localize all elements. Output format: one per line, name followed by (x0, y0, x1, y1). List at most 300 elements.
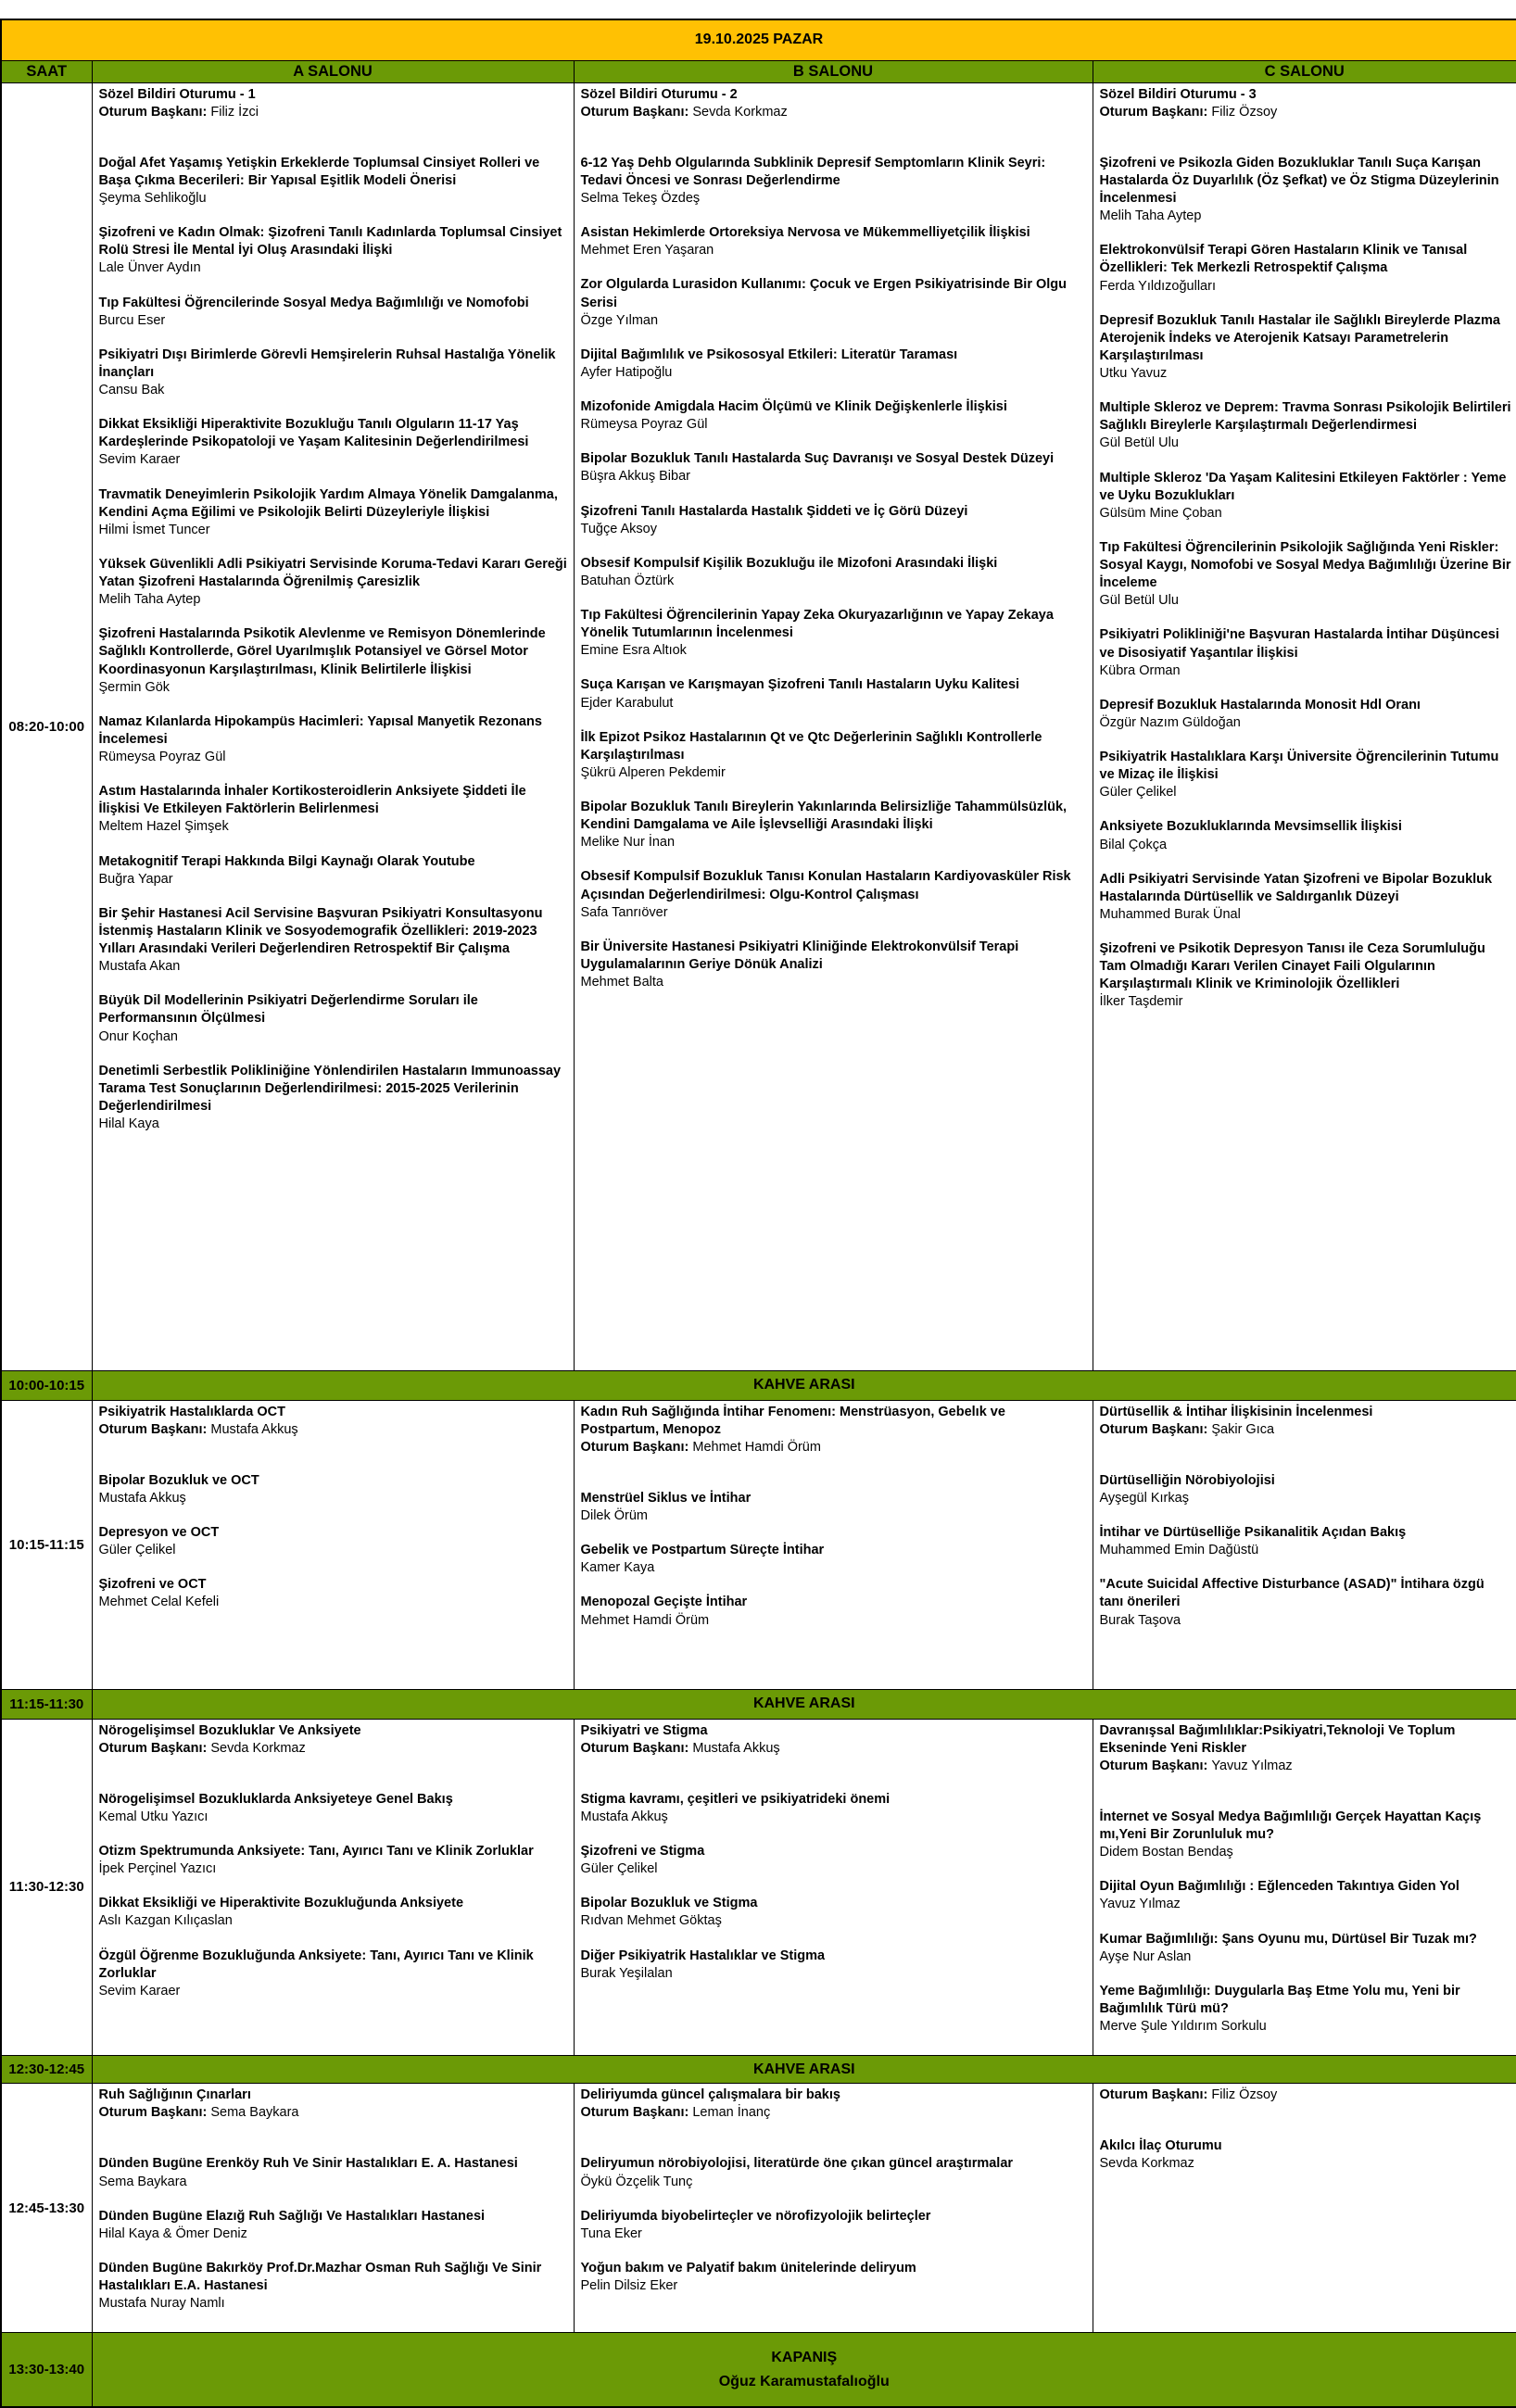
talk-speaker: Didem Bostan Bendaş (1100, 1844, 1512, 1861)
talk-title: Tıp Fakültesi Öğrencilerinin Psikolojik Sağlığında Yeni Riskler: Sosyal Kaygı, Nomofobi ve Sosyal Medya Bağımlılığı Üzerine Bir İnceleme (1100, 539, 1512, 592)
talk-item (1100, 2137, 1512, 2173)
talk-item (99, 905, 569, 977)
talk-item (99, 1063, 569, 1134)
talk-title: Şizofreni Tanılı Hastalarda Hastalık Şiddeti ve İç Görü Düzeyi (581, 503, 1088, 521)
talk-title: Bipolar Bozukluk ve OCT (99, 1472, 569, 1490)
talk-title: Diğer Psikiyatrik Hastalıklar ve Stigma (581, 1948, 1088, 1965)
talk-speaker: Batuhan Öztürk (581, 573, 1088, 590)
conference-schedule-table (0, 19, 1516, 2408)
talk-title: Dünden Bugüne Bakırköy Prof.Dr.Mazhar Osman Ruh Sağlığı Ve Sinir Hastalıkları E.A. Hastanesi (99, 2260, 569, 2295)
time-cell: 13:30-13:40 (1, 2333, 92, 2407)
session-row (1, 1719, 1516, 2056)
talk-speaker: Ferda Yıldızoğulları (1100, 278, 1512, 296)
talk-item (1100, 539, 1512, 611)
talk-item (581, 939, 1088, 991)
talk-speaker: Melih Taha Aytep (99, 591, 569, 609)
talk-speaker: Güler Çelikel (581, 1860, 1088, 1878)
talk-title: Bir Üniversite Hastanesi Psikiyatri Kliniğinde Elektrokonvülsif Terapi Uygulamalarının Geriye Dönük Analizi (581, 939, 1088, 974)
talk-item (581, 450, 1088, 485)
talk-item (581, 555, 1088, 590)
talk-item (99, 224, 569, 277)
talk-speaker: Tuğçe Aksoy (581, 521, 1088, 538)
talk-item (581, 799, 1088, 851)
talk-speaker: Tuna Eker (581, 2225, 1088, 2243)
talk-speaker: Ayfer Hatipoğlu (581, 364, 1088, 382)
session-head (99, 1722, 569, 1758)
talk-speaker: Mehmet Hamdi Örüm (581, 1612, 1088, 1630)
talk-title: Stigma kavramı, çeşitleri ve psikiyatrideki önemi (581, 1791, 1088, 1809)
talk-item (1100, 818, 1512, 853)
talk-speaker: Mehmet Celal Kefeli (99, 1594, 569, 1611)
talk-title: 6-12 Yaş Dehb Olgularında Subklinik Depresif Semptomların Klinik Seyri: Tedavi Öncesi ve Sonrası Değerlendirme (581, 155, 1088, 190)
talk-speaker: Buğra Yapar (99, 871, 569, 889)
talk-title: Dikkat Eksikliği Hiperaktivite Bozukluğu Tanılı Olguların 11-17 Yaş Kardeşlerinde Psikopatoloji ve Yaşam Kalitesinin Değerlendirilmesi (99, 416, 569, 451)
chair-name: Mustafa Akkuş (210, 1422, 297, 1437)
coffee-break-row (1, 1370, 1516, 1400)
session-cell-salon-a (92, 1400, 574, 1689)
chair-name: Sevda Korkmaz (210, 1741, 305, 1756)
talk-title: Menstrüel Siklus ve İntihar (581, 1490, 1088, 1507)
session-row (1, 82, 1516, 1370)
talk-title: Dürtüselliğin Nörobiyolojisi (1100, 1472, 1512, 1490)
session-row (1, 2084, 1516, 2333)
talk-title: Metakognitif Terapi Hakkında Bilgi Kaynağı Olarak Youtube (99, 853, 569, 871)
chair-name: Yavuz Yılmaz (1211, 1759, 1292, 1773)
chair-label: Oturum Başkanı: (99, 1422, 211, 1437)
session-title: Sözel Bildiri Oturumu - 3 (1100, 86, 1512, 104)
talk-title: Suça Karışan ve Karışmayan Şizofreni Tanılı Hastaların Uyku Kalitesi (581, 676, 1088, 694)
coffee-break-row (1, 2056, 1516, 2084)
talk-item (1100, 1983, 1512, 2036)
coffee-break-cell (92, 1370, 1516, 1400)
talk-speaker: Cansu Bak (99, 382, 569, 399)
talk-speaker: Rümeysa Poyraz Gül (581, 416, 1088, 434)
talk-title: Tıp Fakültesi Öğrencilerinin Yapay Zeka Okuryazarlığının ve Yapay Zekaya Yönelik Tutumlarının İncelenmesi (581, 607, 1088, 642)
session-chair (99, 1740, 569, 1758)
talk-title: Yüksek Güvenlikli Adli Psikiyatri Servisinde Koruma-Tedavi Kararı Gereği Yatan Şizofreni Hastalarında Öğrenilmiş Çaresizlik (99, 556, 569, 591)
talk-title: Gebelik ve Postpartum Süreçte İntihar (581, 1542, 1088, 1559)
talk-item (1100, 1809, 1512, 1861)
talk-speaker: Ayşe Nur Aslan (1100, 1948, 1512, 1966)
talk-speaker: Burak Yeşilalan (581, 1965, 1088, 1983)
talk-speaker: Özge Yılman (581, 312, 1088, 330)
coffee-break-label: KAHVE ARASI (93, 1377, 1516, 1393)
talk-item (1100, 1472, 1512, 1507)
salon-c-header: C SALONU (1093, 60, 1516, 82)
session-cell-salon-a (92, 1719, 574, 2056)
talk-item (581, 398, 1088, 434)
talk-title: Dikkat Eksikliği ve Hiperaktivite Bozukluğunda Anksiyete (99, 1895, 569, 1912)
talk-speaker: Muhammed Emin Dağüstü (1100, 1542, 1512, 1559)
talk-title: Psikiyatri Dışı Birimlerde Görevli Hemşirelerin Ruhsal Hastalığa Yönelik İnançları (99, 347, 569, 382)
talk-title: Nörogelişimsel Bozukluklarda Anksiyeteye Genel Bakış (99, 1791, 569, 1809)
closing-cell (92, 2333, 1516, 2407)
talk-item (1100, 312, 1512, 384)
talk-title: Şizofreni Hastalarında Psikotik Alevlenme ve Remisyon Dönemlerinde Sağlıklı Kontrollerde, Görel Uyarılmışlık Potansiyel ve Görsel Motor Koordinasyonun Karşılaştırılması, Klinik Belirtilerle İlişkisi (99, 625, 569, 678)
session-cell-salon-c (1093, 2084, 1516, 2333)
talk-title: Namaz Kılanlarda Hipokampüs Hacimleri: Yapısal Manyetik Rezonans İncelemesi (99, 713, 569, 749)
talk-title: Asistan Hekimlerde Ortoreksiya Nervosa ve Mükemmelliyetçilik İlişkisi (581, 224, 1088, 242)
talk-speaker: Bilal Çokça (1100, 837, 1512, 854)
talk-title: Bipolar Bozukluk Tanılı Hastalarda Suç Davranışı ve Sosyal Destek Düzeyi (581, 450, 1088, 468)
talk-item (1100, 1524, 1512, 1559)
talk-speaker: Kübra Orman (1100, 662, 1512, 680)
talk-speaker: Ayşegül Kırkaş (1100, 1490, 1512, 1507)
talk-title: Doğal Afet Yaşamış Yetişkin Erkeklerde Toplumsal Cinsiyet Rolleri ve Başa Çıkma Becerileri: Bir Yapısal Eşitlik Modeli Önerisi (99, 155, 569, 190)
talk-speaker: Kemal Utku Yazıcı (99, 1809, 569, 1826)
talk-speaker: Selma Tekeş Özdeş (581, 190, 1088, 208)
session-chair (1100, 2087, 1512, 2104)
talk-item (99, 1576, 569, 1611)
talk-item (99, 992, 569, 1045)
talk-speaker: Lale Ünver Aydın (99, 259, 569, 277)
talk-item (581, 1791, 1088, 1826)
talk-speaker: Sevim Karaer (99, 1983, 569, 2000)
talk-item (581, 1542, 1088, 1577)
talk-item (99, 1895, 569, 1930)
talk-speaker: Özgür Nazım Güldoğan (1100, 714, 1512, 732)
closing-label: KAPANIŞ (93, 2350, 1516, 2366)
talk-title: İlk Epizot Psikoz Hastalarının Qt ve Qtc Değerlerinin Sağlıklı Kontrollerle Karşılaştırılması (581, 729, 1088, 764)
talk-item (1100, 242, 1512, 295)
talk-title: Şizofreni ve Stigma (581, 1843, 1088, 1860)
talk-title: Psikiyatrik Hastalıklara Karşı Üniversite Öğrencilerinin Tutumu ve Mizaç ile İlişkisi (1100, 749, 1512, 784)
talk-item (581, 1843, 1088, 1878)
coffee-break-cell (92, 1689, 1516, 1719)
talk-speaker: Melih Taha Aytep (1100, 208, 1512, 225)
talk-item (581, 2260, 1088, 2295)
time-cell: 12:45-13:30 (1, 2084, 92, 2333)
talk-speaker: Yavuz Yılmaz (1100, 1896, 1512, 1913)
talk-title: Büyük Dil Modellerinin Psikiyatri Değerlendirme Soruları ile Performansının Ölçülmesi (99, 992, 569, 1027)
talk-title: Zor Olgularda Lurasidon Kullanımı: Çocuk ve Ergen Psikiyatrisinde Bir Olgu Serisi (581, 276, 1088, 311)
talk-title: Depresyon ve OCT (99, 1524, 569, 1542)
talk-title: Adli Psikiyatri Servisinde Yatan Şizofreni ve Bipolar Bozukluk Hastalarında Dürtüsellik ve Saldırganlık Düzeyi (1100, 871, 1512, 906)
talk-item (1100, 697, 1512, 732)
session-head (581, 2087, 1088, 2122)
talk-title: Obsesif Kompulsif Bozukluk Tanısı Konulan Hastaların Kardiyovasküler Risk Açısından Değerlendirilmesi: Olgu-Kontrol Çalışması (581, 868, 1088, 903)
session-cell-salon-a (92, 2084, 574, 2333)
session-head (581, 1404, 1088, 1456)
session-head (1100, 1722, 1512, 1775)
closing-person: Oğuz Karamustafalıoğlu (93, 2374, 1516, 2390)
talk-item (581, 729, 1088, 782)
talk-title: Multiple Skleroz 'Da Yaşam Kalitesini Etkileyen Faktörler : Yeme ve Uyku Bozuklukları (1100, 470, 1512, 505)
chair-label: Oturum Başkanı: (1100, 2087, 1212, 2102)
talk-item (99, 853, 569, 889)
chair-name: Filiz Özsoy (1211, 2087, 1277, 2102)
talk-item (99, 713, 569, 766)
talk-speaker: Kamer Kaya (581, 1559, 1088, 1577)
session-head (99, 2087, 569, 2122)
session-title: Ruh Sağlığının Çınarları (99, 2087, 569, 2104)
talk-item (581, 503, 1088, 538)
talk-speaker: Safa Tanrıöver (581, 904, 1088, 922)
chair-name: Sevda Korkmaz (692, 105, 787, 120)
chair-label: Oturum Başkanı: (1100, 105, 1212, 120)
closing-row (1, 2333, 1516, 2407)
talk-item (581, 868, 1088, 921)
time-cell: 11:30-12:30 (1, 1719, 92, 2056)
session-cell-salon-c (1093, 1719, 1516, 2056)
talk-item (99, 2155, 569, 2190)
session-cell-salon-c (1093, 82, 1516, 1370)
talk-title: Tıp Fakültesi Öğrencilerinde Sosyal Medya Bağımlılığı ve Nomofobi (99, 295, 569, 312)
talk-speaker: Güler Çelikel (99, 1542, 569, 1559)
talk-item (1100, 155, 1512, 226)
coffee-break-label: KAHVE ARASI (93, 2061, 1516, 2078)
talk-title: Obsesif Kompulsif Kişilik Bozukluğu ile Mizofoni Arasındaki İlişki (581, 555, 1088, 573)
talk-title: Multiple Skleroz ve Deprem: Travma Sonrası Psikolojik Belirtileri Sağlıklı Bireylerle Karşılaştırmalı Değerlendirmesi (1100, 399, 1512, 435)
talk-title: Psikiyatri Polikliniği'ne Başvuran Hastalarda İntihar Düşüncesi ve Disosiyatif Yaşantılar İlişkisi (1100, 626, 1512, 662)
talk-title: Dijital Bağımlılık ve Psikososyal Etkileri: Literatür Taraması (581, 347, 1088, 364)
session-chair (581, 2104, 1088, 2122)
talk-speaker: Şermin Gök (99, 679, 569, 697)
talk-item (99, 783, 569, 836)
talk-speaker: Mustafa Akkuş (99, 1490, 569, 1507)
chair-name: Leman İnanç (692, 2105, 770, 2120)
session-title: Deliriyumda güncel çalışmalara bir bakış (581, 2087, 1088, 2104)
talk-item (581, 607, 1088, 660)
talk-speaker: Emine Esra Altıok (581, 642, 1088, 660)
talk-item (1100, 1878, 1512, 1913)
talk-title: Anksiyete Bozukluklarında Mevsimsellik İlişkisi (1100, 818, 1512, 836)
chair-label: Oturum Başkanı: (1100, 1759, 1212, 1773)
talk-item (99, 1791, 569, 1826)
chair-name: Sema Baykara (210, 2105, 298, 2120)
talk-title: Kumar Bağımlılığı: Şans Oyunu mu, Dürtüsel Bir Tuzak mı? (1100, 1931, 1512, 1948)
chair-name: Mehmet Hamdi Örüm (692, 1440, 821, 1455)
talk-item (581, 1895, 1088, 1930)
chair-name: Mustafa Akkuş (692, 1741, 779, 1756)
time-cell: 10:00-10:15 (1, 1370, 92, 1400)
session-chair (1100, 1421, 1512, 1439)
session-title: Davranışsal Bağımlılıklar:Psikiyatri,Teknoloji Ve Toplum Ekseninde Yeni Riskler (1100, 1722, 1512, 1758)
talk-title: Depresif Bozukluk Hastalarında Monosit Hdl Oranı (1100, 697, 1512, 714)
talk-title: Depresif Bozukluk Tanılı Hastalar ile Sağlıklı Bireylerde Plazma Aterojenik İndeks ve Aterojenik Katsayı Parametrelerin Karşılaştırılması (1100, 312, 1512, 365)
coffee-break-label: KAHVE ARASI (93, 1696, 1516, 1712)
column-header-row (1, 60, 1516, 82)
talk-title: Akılcı İlaç Oturumu (1100, 2137, 1512, 2155)
talk-title: Şizofreni ve Psikotik Depresyon Tanısı ile Ceza Sorumluluğu Tam Olmadığı Kararı Verilen Cinayet Faili Olgularının Karşılaştırmalı Klinik ve Kriminolojik Özellikleri (1100, 940, 1512, 993)
chair-label: Oturum Başkanı: (1100, 1422, 1212, 1437)
talk-title: İnternet ve Sosyal Medya Bağımlılığı Gerçek Hayattan Kaçış mı,Yeni Bir Zorunluluk mu? (1100, 1809, 1512, 1844)
talk-item (99, 556, 569, 609)
chair-label: Oturum Başkanı: (99, 2105, 211, 2120)
session-cell-salon-b (574, 1400, 1093, 1689)
time-cell: 10:15-11:15 (1, 1400, 92, 1689)
session-chair (99, 1421, 569, 1439)
talk-title: Deliryumun nörobiyolojisi, literatürde öne çıkan güncel araştırmalar (581, 2155, 1088, 2173)
talk-speaker: Muhammed Burak Ünal (1100, 906, 1512, 924)
talk-speaker: Gül Betül Ulu (1100, 435, 1512, 452)
talk-item (99, 486, 569, 539)
talk-item (99, 295, 569, 330)
chair-name: Şakir Gıca (1211, 1422, 1274, 1437)
talk-title: Deliriyumda biyobelirteçler ve nörofizyolojik belirteçler (581, 2208, 1088, 2225)
session-chair (99, 104, 569, 121)
talk-speaker: Burak Taşova (1100, 1612, 1512, 1630)
talk-item (581, 1948, 1088, 1983)
talk-speaker: Mehmet Eren Yaşaran (581, 242, 1088, 259)
session-row (1, 1400, 1516, 1689)
chair-label: Oturum Başkanı: (581, 1440, 693, 1455)
chair-label: Oturum Başkanı: (581, 1741, 693, 1756)
session-head (99, 1404, 569, 1439)
talk-item (1100, 940, 1512, 1012)
session-title: Kadın Ruh Sağlığında İntihar Fenomenı: Menstrüasyon, Gebelık ve Postpartum, Menopoz (581, 1404, 1088, 1439)
talk-title: Şizofreni ve OCT (99, 1576, 569, 1594)
talk-speaker: Büşra Akkuş Bibar (581, 468, 1088, 485)
talk-title: Astım Hastalarında İnhaler Kortikosteroidlerin Anksiyete Şiddeti İle İlişkisi Ve Etkileyen Faktörlerin Belirlenmesi (99, 783, 569, 818)
talk-title: Otizm Spektrumunda Anksiyete: Tanı, Ayırıcı Tanı ve Klinik Zorluklar (99, 1843, 569, 1860)
talk-title: İntihar ve Dürtüselliğe Psikanalitik Açıdan Bakış (1100, 1524, 1512, 1542)
talk-title: Dijital Oyun Bağımlılığı : Eğlenceden Takıntıya Giden Yol (1100, 1878, 1512, 1896)
talk-title: Bipolar Bozukluk Tanılı Bireylerin Yakınlarında Belirsizliğe Tahammülsüzlük, Kendini Damgalama ve Aile İşlevselliği Arasındaki İlişki (581, 799, 1088, 834)
session-cell-salon-c (1093, 1400, 1516, 1689)
session-chair (99, 2104, 569, 2122)
talk-speaker: Şükrü Alperen Pekdemir (581, 764, 1088, 782)
talk-title: Mizofonide Amigdala Hacim Ölçümü ve Klinik Değişkenlerle İlişkisi (581, 398, 1088, 416)
talk-item (581, 224, 1088, 259)
talk-speaker: Güler Çelikel (1100, 784, 1512, 801)
chair-label: Oturum Başkanı: (99, 105, 211, 120)
talk-title: Bir Şehir Hastanesi Acil Servisine Başvuran Psikiyatri Konsultasyonu İstenmiş Hastaların Klinik ve Sosyodemografik Özellikleri: 2019-2023 Yılları Arasındaki Verileri Değerlendiren Retrospektif Bir Çalışma (99, 905, 569, 958)
session-head (581, 1722, 1088, 1758)
talk-speaker: Sema Baykara (99, 2174, 569, 2191)
chair-label: Oturum Başkanı: (99, 1741, 211, 1756)
saat-column-header: SAAT (1, 60, 92, 82)
talk-speaker: Onur Koçhan (99, 1028, 569, 1046)
talk-speaker: Hilal Kaya & Ömer Deniz (99, 2225, 569, 2243)
talk-item (99, 1472, 569, 1507)
talk-speaker: Ejder Karabulut (581, 695, 1088, 712)
session-cell-salon-a (92, 82, 574, 1370)
session-head (99, 86, 569, 121)
talk-title: Şizofreni ve Kadın Olmak: Şizofreni Tanılı Kadınlarda Toplumsal Cinsiyet Rolü Stresi İle Mental İyi Oluş Arasındaki İlişki (99, 224, 569, 259)
talk-item (99, 1524, 569, 1559)
talk-title: Bipolar Bozukluk ve Stigma (581, 1895, 1088, 1912)
talk-speaker: Sevim Karaer (99, 451, 569, 469)
session-cell-salon-b (574, 2084, 1093, 2333)
session-title: Psikiyatri ve Stigma (581, 1722, 1088, 1740)
talk-item (99, 1843, 569, 1878)
talk-speaker: Şeyma Sehlikoğlu (99, 190, 569, 208)
talk-title: Dünden Bugüne Erenköy Ruh Ve Sinir Hastalıkları E. A. Hastanesi (99, 2155, 569, 2173)
talk-speaker: Mustafa Akkuş (581, 1809, 1088, 1826)
talk-item (1100, 749, 1512, 801)
talk-item (99, 1948, 569, 2000)
talk-item (1100, 1576, 1512, 1629)
session-chair (581, 104, 1088, 121)
talk-speaker: Gülsüm Mine Çoban (1100, 505, 1512, 523)
talk-item (99, 2208, 569, 2243)
session-title: Sözel Bildiri Oturumu - 2 (581, 86, 1088, 104)
session-chair (1100, 1758, 1512, 1775)
talk-item (1100, 470, 1512, 523)
talk-item (99, 625, 569, 697)
salon-a-header: A SALONU (92, 60, 574, 82)
talk-title: Elektrokonvülsif Terapi Gören Hastaların Klinik ve Tanısal Özellikleri: Tek Merkezli Retrospektif Çalışma (1100, 242, 1512, 277)
session-title: Dürtüsellik & İntihar İlişkisinin İncelenmesi (1100, 1404, 1512, 1421)
talk-item (1100, 1931, 1512, 1966)
talk-speaker: Pelin Dilsiz Eker (581, 2277, 1088, 2295)
talk-speaker: Gül Betül Ulu (1100, 592, 1512, 610)
talk-item (581, 276, 1088, 329)
talk-item (99, 416, 569, 469)
talk-speaker: Merve Şule Yıldırım Sorkulu (1100, 2018, 1512, 2036)
talk-speaker: Hilal Kaya (99, 1116, 569, 1133)
talk-speaker: Rıdvan Mehmet Göktaş (581, 1912, 1088, 1930)
session-title: Sözel Bildiri Oturumu - 1 (99, 86, 569, 104)
talk-title: Yoğun bakım ve Palyatif bakım ünitelerinde deliryum (581, 2260, 1088, 2277)
talk-title: Şizofreni ve Psikozla Giden Bozukluklar Tanılı Suça Karışan Hastalarda Öz Duyarlılık (Öz Şefkat) ve Öz Stigma Düzeylerinin İncelenmesi (1100, 155, 1512, 208)
talk-speaker: Mehmet Balta (581, 974, 1088, 991)
date-row (1, 19, 1516, 60)
talk-speaker: Utku Yavuz (1100, 365, 1512, 383)
talk-speaker: Meltem Hazel Şimşek (99, 818, 569, 836)
chair-label: Oturum Başkanı: (581, 2105, 693, 2120)
talk-item (581, 1594, 1088, 1629)
session-head (1100, 1404, 1512, 1439)
talk-speaker: Hilmi İsmet Tuncer (99, 522, 569, 539)
chair-name: Filiz Özsoy (1211, 105, 1277, 120)
talk-speaker: Aslı Kazgan Kılıçaslan (99, 1912, 569, 1930)
date-header: 19.10.2025 PAZAR (1, 19, 1516, 60)
session-cell-salon-b (574, 82, 1093, 1370)
talk-speaker: Dilek Örüm (581, 1507, 1088, 1525)
talk-speaker: Öykü Özçelik Tunç (581, 2174, 1088, 2191)
coffee-break-row (1, 1689, 1516, 1719)
talk-title: Özgül Öğrenme Bozukluğunda Anksiyete: Tanı, Ayırıcı Tanı ve Klinik Zorluklar (99, 1948, 569, 1983)
talk-item (99, 2260, 569, 2313)
session-cell-salon-b (574, 1719, 1093, 2056)
talk-speaker: Sevda Korkmaz (1100, 2155, 1512, 2173)
time-cell: 12:30-12:45 (1, 2056, 92, 2084)
talk-item (581, 155, 1088, 208)
talk-title: Denetimli Serbestlik Polikliniğine Yönlendirilen Hastaların Immunoassay Tarama Test Sonuçlarının Değerlendirilmesi: 2015-2025 Verilerinin Değerlendirilmesi (99, 1063, 569, 1116)
salon-b-header: B SALONU (574, 60, 1093, 82)
talk-item (581, 2208, 1088, 2243)
talk-title: Yeme Bağımlılığı: Duygularla Baş Etme Yolu mu, Yeni bir Bağımlılık Türü mü? (1100, 1983, 1512, 2018)
talk-item (581, 1490, 1088, 1525)
time-cell: 11:15-11:30 (1, 1689, 92, 1719)
talk-item (99, 155, 569, 208)
talk-item (1100, 626, 1512, 679)
session-title: Nörogelişimsel Bozukluklar Ve Anksiyete (99, 1722, 569, 1740)
session-chair (1100, 104, 1512, 121)
talk-item (1100, 399, 1512, 452)
coffee-break-cell (92, 2056, 1516, 2084)
schedule-body (1, 82, 1516, 2407)
talk-speaker: Melike Nur İnan (581, 834, 1088, 851)
session-chair (581, 1740, 1088, 1758)
talk-speaker: Burcu Eser (99, 312, 569, 330)
session-title: Psikiyatrik Hastalıklarda OCT (99, 1404, 569, 1421)
session-head (1100, 86, 1512, 121)
session-head (581, 86, 1088, 121)
talk-title: "Acute Suicidal Affective Disturbance (ASAD)" İntihara özgü tanı önerileri (1100, 1576, 1512, 1611)
session-head (1100, 2087, 1512, 2104)
talk-speaker: İlker Taşdemir (1100, 993, 1512, 1011)
talk-title: Travmatik Deneyimlerin Psikolojik Yardım Almaya Yönelik Damgalanma, Kendini Açma Eğilimi ve Psikolojik Belirti Düzeyleriyle İlişkisi (99, 486, 569, 522)
talk-speaker: İpek Perçinel Yazıcı (99, 1860, 569, 1878)
chair-label: Oturum Başkanı: (581, 105, 693, 120)
talk-item (581, 347, 1088, 382)
talk-item (99, 347, 569, 399)
talk-speaker: Rümeysa Poyraz Gül (99, 749, 569, 766)
talk-item (581, 2155, 1088, 2190)
